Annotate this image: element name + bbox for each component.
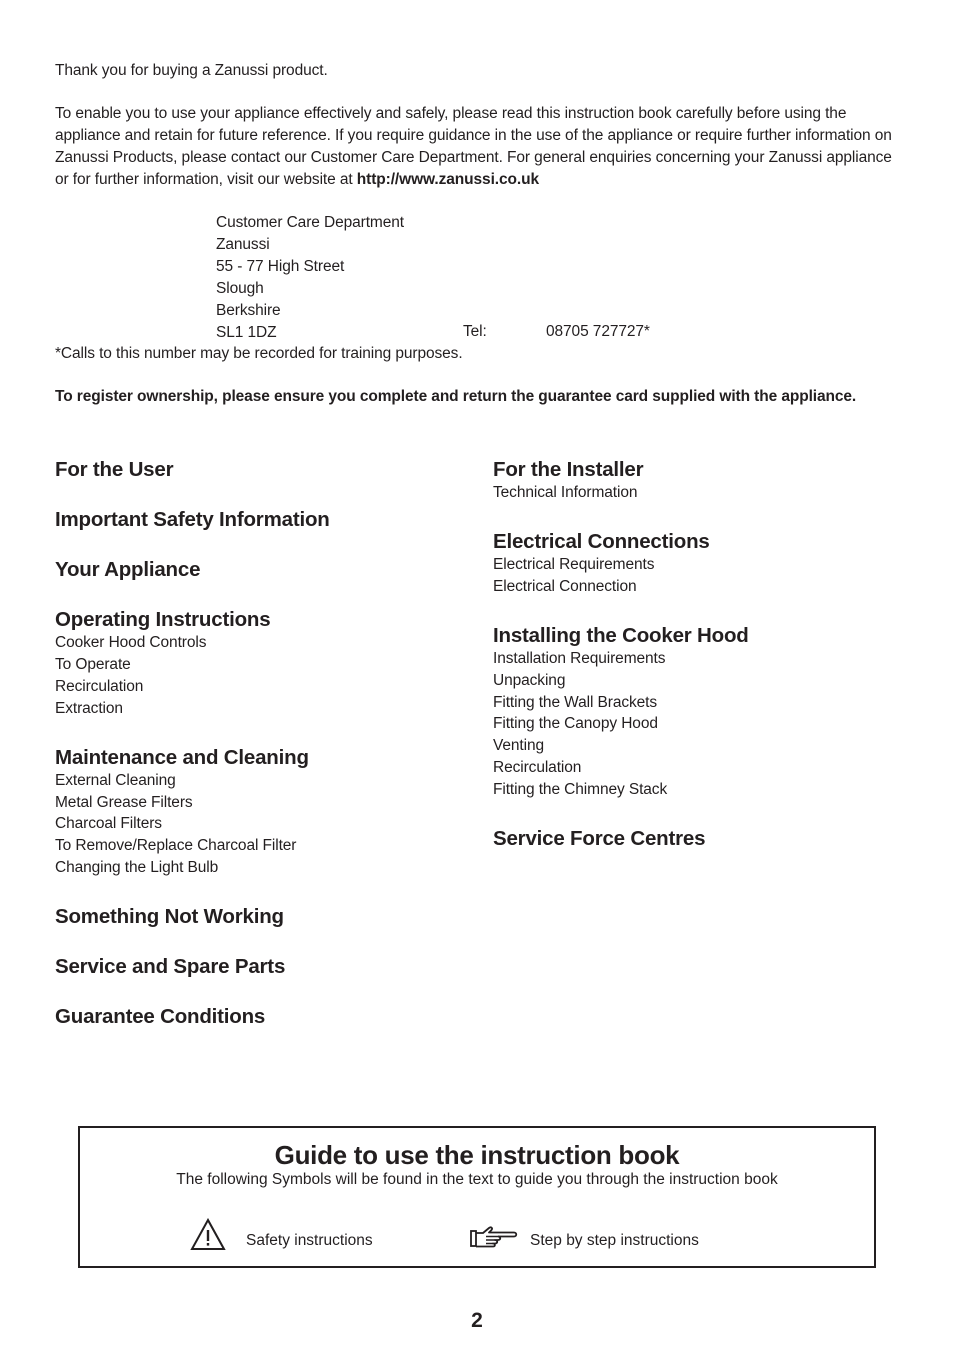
address-line: Zanussi xyxy=(216,236,270,253)
intro-paragraph xyxy=(55,103,905,191)
address-line: Slough xyxy=(216,280,264,297)
contents-section xyxy=(55,458,455,482)
section-heading: For the Installer xyxy=(493,458,644,481)
warning-triangle-icon xyxy=(190,1218,226,1252)
section-item: Fitting the Chimney Stack xyxy=(493,781,668,799)
step-by-step-label: Step by step instructions xyxy=(530,1232,699,1249)
section-item: To Operate xyxy=(55,655,131,673)
section-items xyxy=(493,554,893,598)
section-heading: Maintenance and Cleaning xyxy=(55,745,309,769)
page-number: 2 xyxy=(471,1309,483,1332)
contents-section xyxy=(55,905,455,929)
intro-text: To enable you to use your appliance effectively and safely, please read this instruction book carefully before using the appliance and retain for future reference. If you require guidance in the use of the appliance or require further information on Zanussi Products, please contact our Customer Care Department. For general enquiries concerning your Zanussi appliance or for further information, visit our website at xyxy=(55,105,892,188)
section-heading: For the User xyxy=(55,458,174,481)
safety-instructions-label: Safety instructions xyxy=(246,1232,373,1249)
register-ownership-note: To register ownership, please ensure you complete and return the guarantee card supplied with the appliance. xyxy=(55,388,857,405)
pointing-hand-icon xyxy=(470,1224,518,1250)
section-item: Venting xyxy=(493,737,545,755)
section-item: Installation Requirements xyxy=(493,649,666,667)
section-item: Cooker Hood Controls xyxy=(55,634,207,651)
section-items xyxy=(55,770,455,880)
calls-note: *Calls to this number may be recorded for training purposes. xyxy=(55,345,463,362)
tel-number: 08705 727727* xyxy=(546,323,650,340)
section-item: Electrical Connection xyxy=(493,577,637,595)
contents-section xyxy=(55,558,455,582)
guide-box xyxy=(78,1126,876,1268)
section-item: Electrical Requirements xyxy=(493,555,655,573)
section-heading: Your Appliance xyxy=(55,558,201,581)
section-item: External Cleaning xyxy=(55,771,176,789)
contents-section xyxy=(493,458,893,504)
address-line: Berkshire xyxy=(216,302,281,319)
section-heading: Installing the Cooker Hood xyxy=(493,623,749,647)
section-item: Charcoal Filters xyxy=(55,815,162,833)
section-item: To Remove/Replace Charcoal Filter xyxy=(55,837,297,855)
contents-section xyxy=(55,508,455,532)
address-line: 55 - 77 High Street xyxy=(216,258,345,275)
section-item: Unpacking xyxy=(493,671,566,689)
section-heading: Service and Spare Parts xyxy=(55,955,286,979)
section-item: Fitting the Canopy Hood xyxy=(493,715,658,733)
guide-title: Guide to use the instruction book xyxy=(274,1140,680,1170)
contents-section xyxy=(55,955,455,979)
contents-section xyxy=(493,827,893,851)
section-heading: Electrical Connections xyxy=(493,529,710,553)
contents-section xyxy=(493,530,893,598)
section-heading: Guarantee Conditions xyxy=(55,1005,266,1029)
section-heading: Service Force Centres xyxy=(493,827,706,851)
contents-right-column xyxy=(493,458,893,877)
section-item: Extraction xyxy=(55,699,123,717)
contents-section xyxy=(55,1005,455,1029)
section-item: Recirculation xyxy=(493,759,582,777)
section-item: Recirculation xyxy=(55,677,144,695)
section-item: Changing the Light Bulb xyxy=(55,859,219,877)
tel-label: Tel: xyxy=(463,323,487,340)
website-link[interactable]: http://www.zanussi.co.uk xyxy=(356,171,539,188)
section-item: Fitting the Wall Brackets xyxy=(493,693,658,711)
section-items xyxy=(55,632,455,720)
section-items xyxy=(493,648,893,801)
section-heading: Something Not Working xyxy=(55,905,284,929)
address-line: Customer Care Department xyxy=(216,214,404,231)
section-heading: Important Safety Information xyxy=(55,508,330,531)
section-item: Metal Grease Filters xyxy=(55,793,193,811)
contents-left-column xyxy=(55,458,455,1055)
contents-section xyxy=(55,608,455,720)
guide-subtitle: The following Symbols will be found in the text to guide you through the instruction book xyxy=(176,1171,778,1188)
address-line: SL1 1DZ xyxy=(216,324,277,341)
thank-you-text: Thank you for buying a Zanussi product. xyxy=(55,62,328,79)
section-heading: Operating Instructions xyxy=(55,608,271,631)
section-items xyxy=(493,482,893,504)
contents-section xyxy=(55,746,455,880)
section-item: Technical Information xyxy=(493,484,638,501)
contents-section xyxy=(493,624,893,801)
